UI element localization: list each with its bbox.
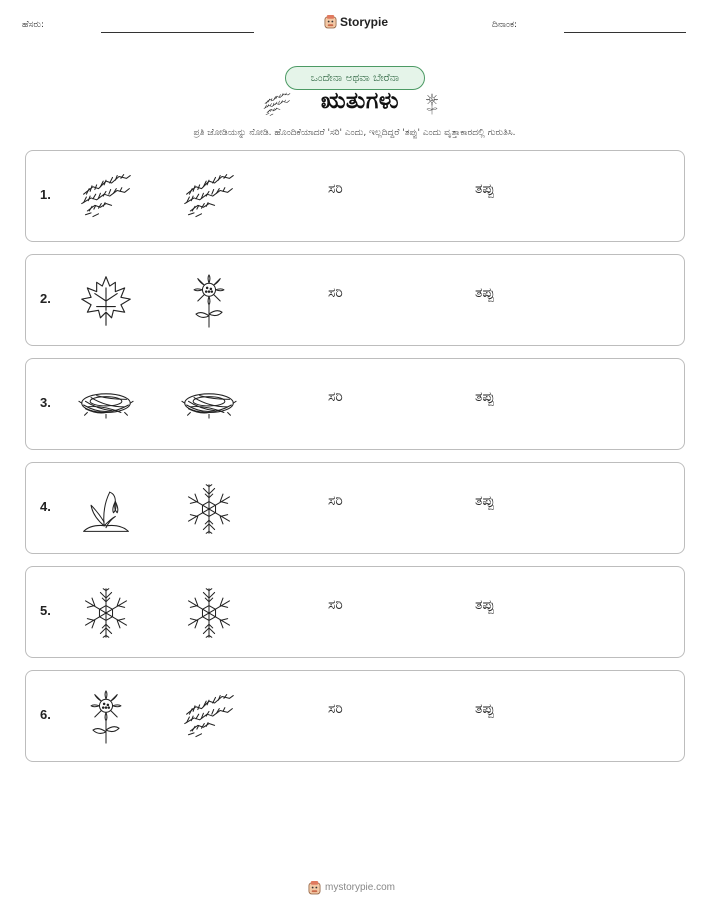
false-option[interactable]: ತಪ್ಪು [475,181,495,197]
true-option[interactable]: ಸರಿ [328,389,343,405]
snowflake-icon [181,585,237,641]
true-option[interactable]: ಸರಿ [328,181,343,197]
nest-icon [181,377,237,433]
instructions-text: ಪ್ರತಿ ಜೋಡಿಯನ್ನು ನೋಡಿ. ಹೊಂದಿಕೆಯಾದರೆ 'ಸರಿ' ಎಂದು, ಇಲ್ಲದಿದ್ದರೆ 'ತಪ್ಪು' ಎಂದು ವೃತ್ತಾಕಾರದಲ್ಲಿ ಗುರುತಿಸಿ. [193,128,516,138]
date-line[interactable] [564,32,686,33]
geese-icon [181,689,237,745]
question-row [25,670,685,762]
snowflake-icon [181,481,237,537]
brand-logo [324,14,388,29]
sunflower-decoration-icon [421,88,443,120]
question-row [25,566,685,658]
name-label: ಹೆಸರು: [22,20,45,30]
question-row [25,358,685,450]
geese-decoration-icon [262,92,292,118]
footer [308,880,395,895]
question-number: 4. [40,499,51,514]
question-number: 1. [40,187,51,202]
question-number: 5. [40,603,51,618]
false-option[interactable]: ತಪ್ಪು [475,493,495,509]
geese-icon [78,169,134,225]
sunflower-icon [181,273,237,329]
question-row [25,254,685,346]
question-number: 6. [40,707,51,722]
date-label: ದಿನಾಂಕ: [492,20,518,30]
false-option[interactable]: ತಪ್ಪು [475,701,495,717]
true-option[interactable]: ಸರಿ [328,597,343,613]
question-number: 2. [40,291,51,306]
geese-icon [181,169,237,225]
question-row [25,150,685,242]
brand-name: Storypie [340,14,389,29]
true-option[interactable]: ಸರಿ [328,701,343,717]
page-title: ಋತುಗಳು [320,88,400,114]
worksheet-header [0,12,709,42]
sunflower-icon [78,689,134,745]
snowdrop-icon [78,481,134,537]
footer-site[interactable]: mystorypie.com [325,882,396,893]
question-number: 3. [40,395,51,410]
false-option[interactable]: ತಪ್ಪು [475,389,495,405]
true-option[interactable]: ಸರಿ [328,493,343,509]
maple-leaf-icon [78,273,134,329]
name-line[interactable] [101,32,254,33]
storypie-logo-icon [308,880,321,895]
storypie-logo-icon [324,14,337,29]
activity-type-pill: ಒಂದೇನಾ ಅಥವಾ ಬೇರೆನಾ [285,66,425,90]
true-option[interactable]: ಸರಿ [328,285,343,301]
false-option[interactable]: ತಪ್ಪು [475,597,495,613]
question-row [25,462,685,554]
nest-icon [78,377,134,433]
snowflake-icon [78,585,134,641]
false-option[interactable]: ತಪ್ಪು [475,285,495,301]
